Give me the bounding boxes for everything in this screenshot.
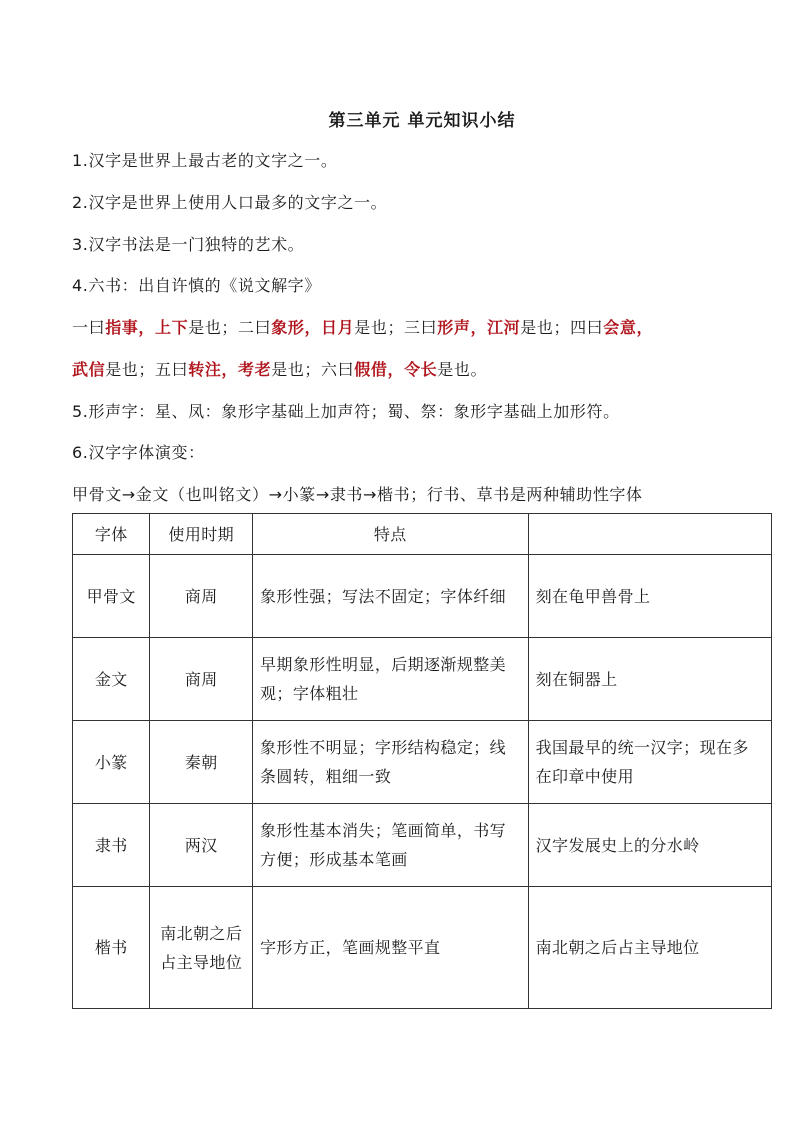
liushu-example: 上下 [155,318,189,337]
point-5: 5.形声字：星、凤：象形字基础上加声符；蜀、祭：象形字基础上加形符。 [72,402,620,421]
liushu-example: 江河 [487,318,521,337]
liushu-line-1 [72,315,653,338]
font-evolution-table [72,513,772,1009]
cell-feature: 字形方正，笔画规整平直 [253,887,529,1009]
table-row [73,721,772,804]
liushu-text: 是也。 [437,360,488,379]
liushu-text: 是也；四曰 [520,318,604,337]
point-4: 4.六书：出自许慎的《说文解字》 [72,276,321,295]
liushu-text: ， [470,318,488,337]
cell-period: 南北朝之后占主导地位 [150,887,253,1009]
point-6: 6.汉字字体演变： [72,443,205,462]
liushu-text: ， [387,360,405,379]
liushu-example: 令长 [404,360,438,379]
liushu-text: 一曰 [72,318,106,337]
cell-feature: 早期象形性明显，后期逐渐规整美观；字体粗壮 [253,638,529,721]
cell-feature: 象形性基本消失；笔画简单，书写方便；形成基本笔画 [253,804,529,887]
cell-font: 小篆 [73,721,150,804]
table-row [73,555,772,638]
liushu-term: 会意 [603,318,637,337]
liushu-text: 是也；二曰 [188,318,272,337]
cell-note: 我国最早的统一汉字；现在多在印章中使用 [528,721,771,804]
liushu-text: 是也；五曰 [105,360,189,379]
liushu-text: ， [636,318,654,337]
liushu-term: 假借 [354,360,388,379]
point-2: 2.汉字是世界上使用人口最多的文字之一。 [72,193,388,212]
liushu-text: ， [304,318,322,337]
header-feature: 特点 [253,514,529,555]
liushu-example: 武信 [72,360,106,379]
cell-font: 楷书 [73,887,150,1009]
cell-note: 南北朝之后占主导地位 [528,887,771,1009]
header-period: 使用时期 [150,514,253,555]
liushu-term: 指事 [105,318,139,337]
evolution-line: 甲骨文→金文（也叫铭文）→小篆→隶书→楷书；行书、草书是两种辅助性字体 [72,485,643,504]
cell-period: 两汉 [150,804,253,887]
point-3: 3.汉字书法是一门独特的艺术。 [72,235,305,254]
liushu-term: 象形 [271,318,305,337]
table-row [73,804,772,887]
liushu-text: 是也；六曰 [271,360,355,379]
header-note [528,514,771,555]
page-title: 第三单元 单元知识小结 [328,111,516,131]
table-row [73,638,772,721]
cell-font: 金文 [73,638,150,721]
cell-period: 商周 [150,638,253,721]
liushu-term: 形声 [437,318,471,337]
cell-note: 汉字发展史上的分水岭 [528,804,771,887]
cell-feature: 象形性强；写法不固定；字体纤细 [253,555,529,638]
point-1: 1.汉字是世界上最古老的文字之一。 [72,151,338,170]
cell-note: 刻在龟甲兽骨上 [528,555,771,638]
liushu-text: ， [221,360,239,379]
liushu-line-2 [72,357,487,380]
cell-period: 秦朝 [150,721,253,804]
liushu-example: 日月 [321,318,355,337]
table-row [73,887,772,1009]
cell-period: 商周 [150,555,253,638]
cell-note: 刻在铜器上 [528,638,771,721]
cell-feature: 象形性不明显；字形结构稳定；线条圆转，粗细一致 [253,721,529,804]
liushu-example: 考老 [238,360,272,379]
table-header-row [73,514,772,555]
liushu-text: ， [138,318,156,337]
header-font: 字体 [73,514,150,555]
cell-font: 甲骨文 [73,555,150,638]
liushu-text: 是也；三曰 [354,318,438,337]
cell-font: 隶书 [73,804,150,887]
liushu-term: 转注 [188,360,222,379]
